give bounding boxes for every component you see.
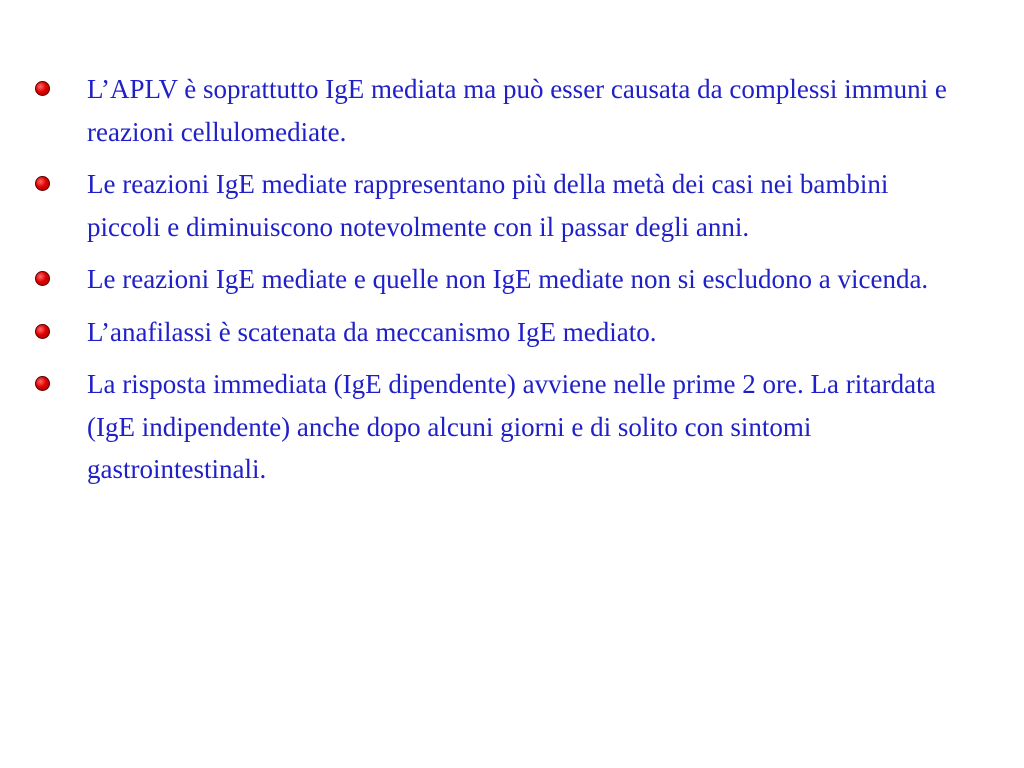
red-circle-bullet-icon — [35, 271, 50, 286]
red-circle-bullet-icon — [35, 176, 50, 191]
red-circle-bullet-icon — [35, 324, 50, 339]
bullet-text: L’anafilassi è scatenata da meccanismo IgE mediato. — [87, 316, 657, 347]
bullet-text: Le reazioni IgE mediate e quelle non IgE mediate non si escludono a vicenda. — [87, 264, 929, 294]
bullet-list — [0, 68, 1024, 501]
red-circle-bullet-icon — [35, 81, 50, 96]
bullet-text: L’APLV è soprattutto IgE mediata ma può esser causata da complessi immuni e reazioni cellulomediate. — [87, 74, 947, 147]
list-item — [0, 311, 1024, 354]
list-item — [0, 68, 1024, 153]
bullet-text: La risposta immediata (IgE dipendente) avviene nelle prime 2 ore. La ritardata (IgE indipendente) anche dopo alcuni giorni e di solito con sintomi gastrointestinali. — [87, 369, 936, 484]
bullet-text: Le reazioni IgE mediate rappresentano più della metà dei casi nei bambini piccoli e diminuiscono notevolmente con il passar degli anni. — [87, 169, 889, 242]
list-item — [0, 363, 1024, 491]
red-circle-bullet-icon — [35, 376, 50, 391]
list-item — [0, 258, 1024, 301]
list-item — [0, 163, 1024, 248]
